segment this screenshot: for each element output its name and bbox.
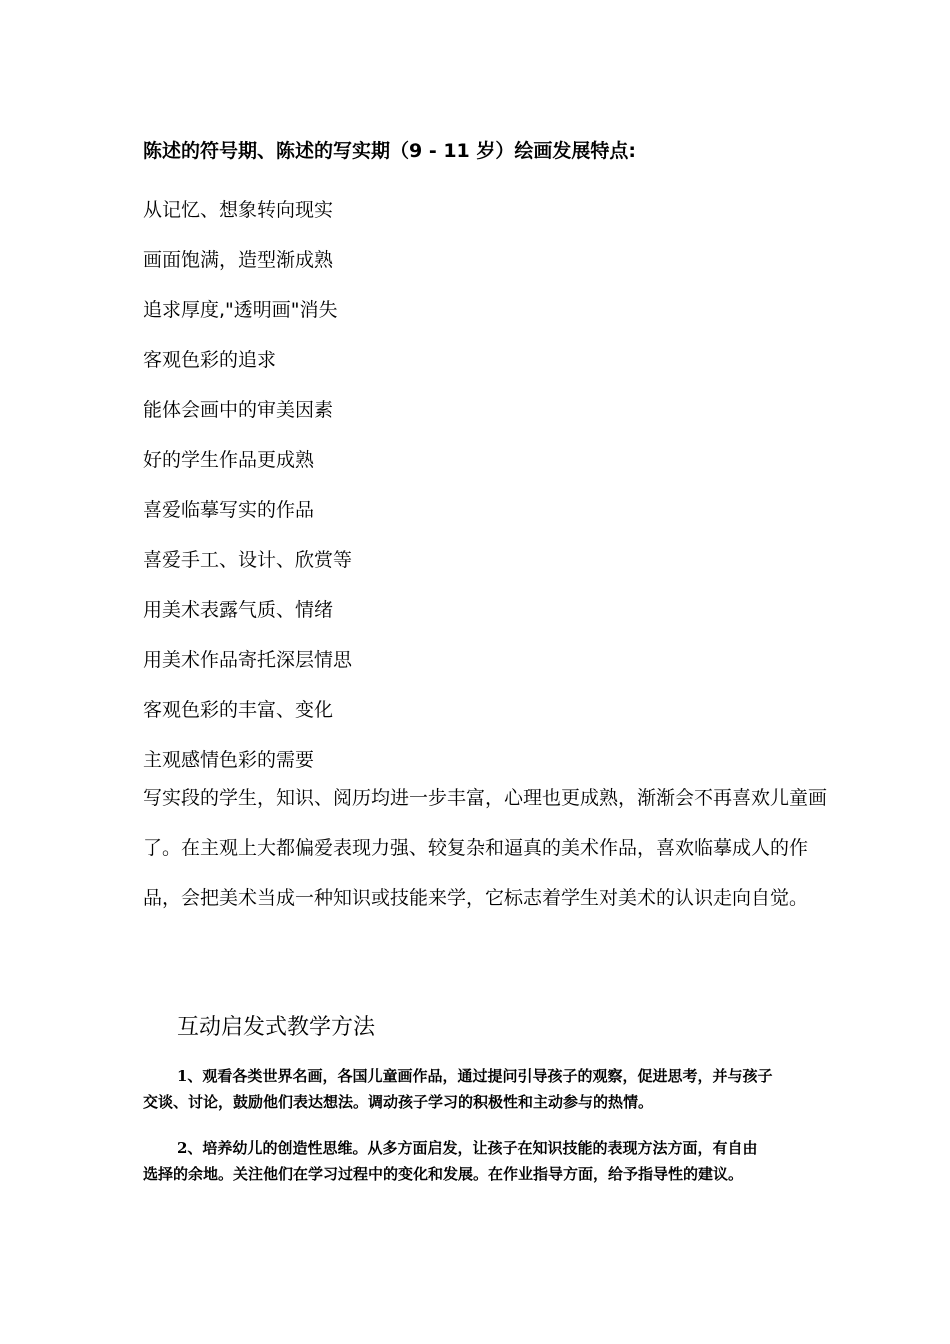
list-item: 从记忆、想象转向现实 [143, 199, 334, 221]
list-item: 画面饱满，造型渐成熟 [143, 249, 334, 271]
method-line: 选择的余地。关注他们在学习过程中的变化和发展。在作业指导方面，给予指导性的建议。 [143, 1165, 744, 1183]
list-item: 客观色彩的追求 [143, 349, 277, 371]
list-item: 喜爱手工、设计、欣赏等 [143, 549, 353, 571]
characteristics-list [143, 185, 352, 785]
method-line: 交谈、讨论，鼓励他们表达想法。调动孩子学习的积极性和主动参与的热情。 [143, 1093, 654, 1111]
list-item: 追求厚度,"透明画"消失 [143, 299, 338, 321]
teaching-method-title: 互动启发式教学方法 [177, 1015, 376, 1040]
list-item: 用美术作品寄托深层情思 [143, 649, 353, 671]
list-item: 客观色彩的丰富、变化 [143, 699, 334, 721]
list-item: 好的学生作品更成熟 [143, 449, 315, 471]
summary-line: 了。在主观上大都偏爱表现力强、较复杂和逼真的美术作品，喜欢临摹成人的作 [143, 837, 809, 859]
summary-paragraph [143, 773, 828, 923]
method-paragraph-1 [143, 1063, 811, 1115]
list-item: 主观感情色彩的需要 [143, 749, 315, 771]
method-line: 1、观看各类世界名画，各国儿童画作品，通过提问引导孩子的观察，促进思考，并与孩子 [177, 1067, 773, 1085]
method-paragraph-2 [143, 1135, 811, 1187]
summary-line: 写实段的学生，知识、阅历均进一步丰富，心理也更成熟，渐渐会不再喜欢儿童画 [143, 787, 828, 809]
section-heading: 陈述的符号期、陈述的写实期（9 - 11 岁）绘画发展特点: [143, 140, 636, 162]
list-item: 喜爱临摹写实的作品 [143, 499, 315, 521]
method-line: 2、培养幼儿的创造性思维。从多方面启发，让孩子在知识技能的表现方法方面，有自由 [177, 1139, 758, 1157]
summary-line: 品，会把美术当成一种知识或技能来学，它标志着学生对美术的认识走向自觉。 [143, 887, 809, 909]
list-item: 用美术表露气质、情绪 [143, 599, 334, 621]
list-item: 能体会画中的审美因素 [143, 399, 334, 421]
